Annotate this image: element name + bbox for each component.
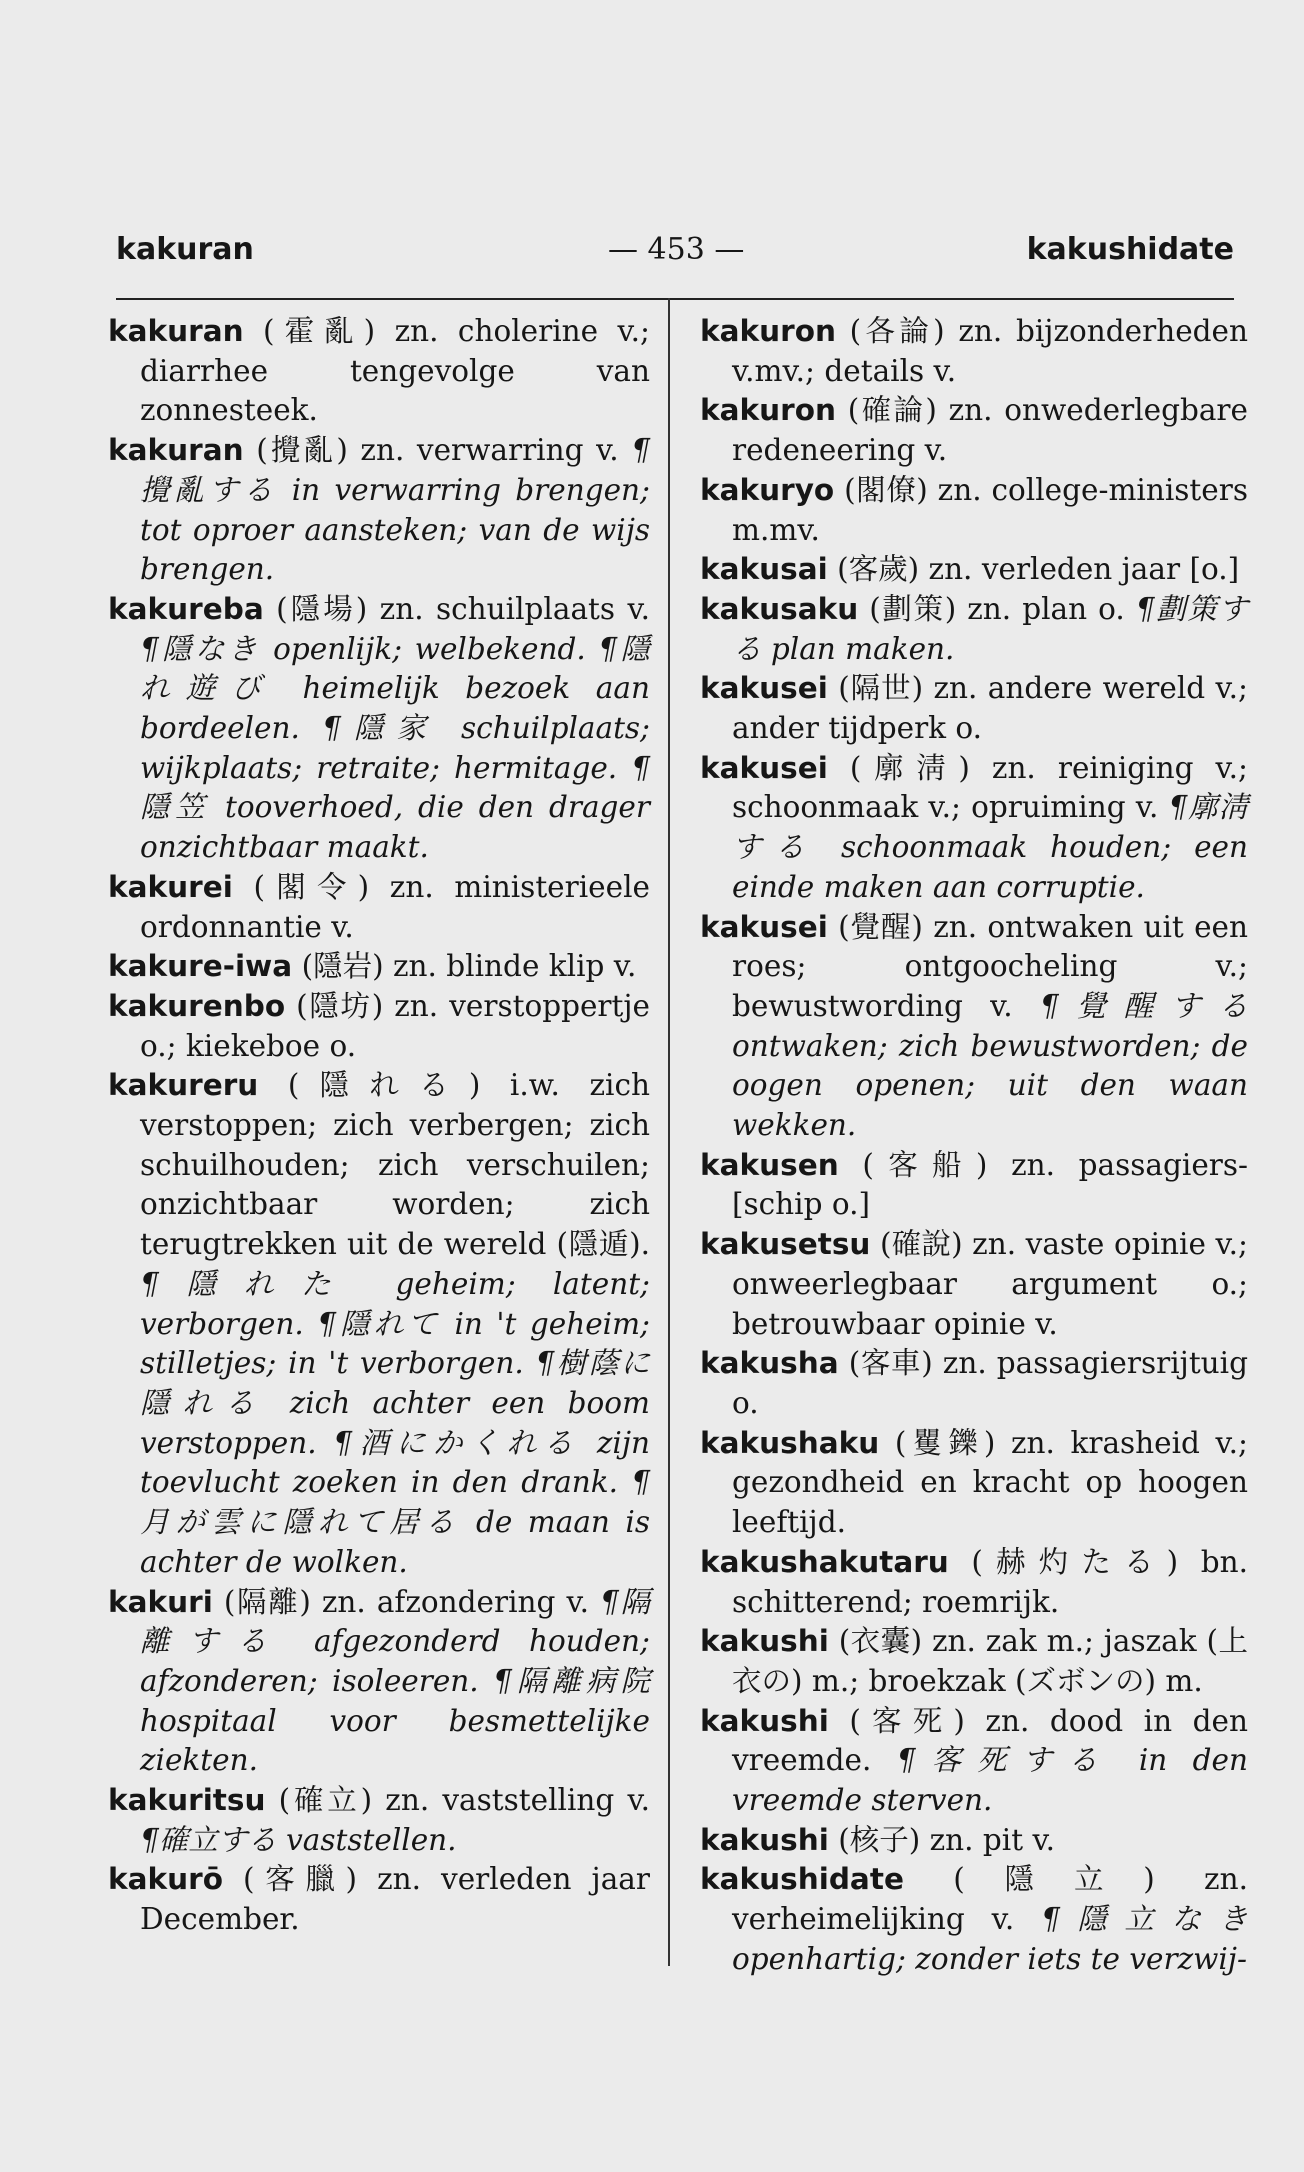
definition: (確論) zn. onwederlegbare redeneering v. — [732, 393, 1248, 468]
definition: (衣囊) zn. zak m.; jaszak (上衣の) m.; broekzak (ズボンの) m. — [732, 1624, 1248, 1698]
headword: kakuran — [108, 433, 244, 468]
example: ¶確立する vaststellen. — [140, 1822, 457, 1857]
dictionary-entry — [700, 1146, 1248, 1225]
example: ¶覺醒する ontwaken; zich bewustworden; de oogen openen; uit den waan wekken. — [732, 988, 1248, 1143]
headword: kakusetsu — [700, 1227, 871, 1262]
dictionary-entry — [700, 908, 1248, 1146]
definition: (赫灼たる) bn. schitterend; roemrijk. — [732, 1544, 1248, 1619]
definition: (隱岩) zn. blinde klip v. — [301, 949, 637, 984]
dictionary-entry — [700, 1225, 1248, 1344]
example: ¶攪亂する in verwarring brengen; tot oproer aansteken; van de wijs brengen. — [140, 433, 650, 587]
definition: (客車) zn. passagiersrijtuig o. — [732, 1346, 1248, 1420]
headword: kakusei — [700, 909, 828, 944]
headword: kakuron — [700, 393, 836, 428]
definition: (確立) zn. vaststelling v. — [278, 1783, 650, 1818]
headword: kakushi — [700, 1624, 829, 1659]
headword: kakushaku — [700, 1425, 880, 1460]
headword: kakuron — [700, 314, 836, 348]
definition: (霍亂) zn. cholerine v.; diarrhee tengevolge van zonnesteek. — [140, 314, 650, 428]
dictionary-entry — [108, 947, 650, 987]
example: ¶隔離する afgezonderd houden; afzonderen; isoleeren. ¶隔離病院 hospitaal voor besmettelijke ziekten. — [140, 1584, 650, 1778]
definition: (閣令) zn. ministerieele ordonnantie v. — [140, 869, 650, 944]
headword: kakurenbo — [108, 988, 286, 1023]
dictionary-entry — [108, 312, 650, 431]
headword: kakusha — [700, 1346, 839, 1381]
definition: (隔世) zn. andere wereld v.; ander tijdperk o. — [732, 671, 1248, 746]
headword: kakusen — [700, 1147, 839, 1182]
headword: kakusaku — [700, 591, 859, 626]
headword: kakushi — [700, 1703, 829, 1738]
definition: (閣僚) zn. college-ministers m.mv. — [732, 472, 1248, 547]
example: ¶劃策する plan maken. — [732, 591, 1248, 666]
header-rule — [116, 298, 1234, 300]
definition: (隱れる) i.w. zich verstoppen; zich verbergen; zich schuilhouden; zich verschuilen; onzichtbaar worden; zich terugtrekken uit de wereld (隱遁). — [140, 1068, 650, 1262]
headword: kakushidate — [700, 1862, 904, 1897]
dictionary-entry — [700, 312, 1248, 391]
definition: (隱場) zn. schuilplaats v. — [276, 591, 650, 626]
running-head-left: kakuran — [116, 232, 254, 267]
dictionary-entry — [700, 1344, 1248, 1423]
example: ¶隱れた geheim; latent; verborgen. ¶隱れて in 't geheim; stilletjes; in 't verborgen. ¶樹蔭に隱れる zich achter een boom verstoppen. ¶酒にかくれる zijn toevlucht zoeken in den drank. ¶月が雲に隱れて居る de maan is achter de wolken. — [140, 1266, 650, 1579]
dictionary-entry — [108, 1066, 650, 1582]
example: ¶廓淸する schoonmaak houden; een einde maken aan corruptie. — [732, 790, 1248, 904]
definition: (矍鑠) zn. krasheid v.; gezondheid en kracht op hoogen leeftijd. — [732, 1425, 1248, 1540]
right-column — [700, 312, 1248, 1980]
dictionary-entry — [700, 1424, 1248, 1543]
dictionary-entry — [700, 1543, 1248, 1622]
headword: kakureru — [108, 1068, 259, 1103]
definition: (劃策) zn. plan o. — [869, 591, 1125, 626]
definition: (客船) zn. passagiers- [schip o.] — [732, 1147, 1248, 1222]
headword: kakusei — [700, 750, 828, 785]
definition: (客臘) zn. verleden jaar December. — [140, 1862, 650, 1937]
headword: kakushakutaru — [700, 1544, 949, 1579]
running-head-right: kakushidate — [1026, 232, 1234, 267]
example: ¶隱なき openlijk; welbekend. ¶隱れ遊び heimelijk bezoek aan bordeelen. ¶隱家 schuilplaats; wijkplaats; retraite; hermitage. ¶隱笠 tooverhoed, die den drager onzichtbaar maakt. — [140, 631, 650, 865]
headword: kakushi — [700, 1822, 829, 1857]
headword: kakusai — [700, 552, 828, 587]
definition: (攪亂) zn. verwarring v. — [256, 433, 619, 468]
dictionary-entry — [108, 1860, 650, 1939]
definition: (客歲) zn. verleden jaar [o.] — [837, 552, 1240, 587]
dictionary-entry — [108, 1781, 650, 1860]
dictionary-entry — [700, 1821, 1248, 1861]
dictionary-entry — [700, 550, 1248, 590]
headword: kakure-iwa — [108, 949, 293, 984]
headword: kakurei — [108, 869, 233, 904]
dictionary-entry — [108, 868, 650, 947]
headword: kakuryo — [700, 472, 835, 507]
definition: (各論) zn. bijzonderheden v.mv.; details v. — [732, 314, 1248, 388]
definition: (覺醒) zn. ontwaken uit een roes; ontgoocheling v.; bewustwording v. — [732, 909, 1248, 1023]
dictionary-entry — [700, 391, 1248, 470]
example: ¶隱立なき openhartig; zonder iets te verzwij- — [732, 1902, 1248, 1976]
definition: (確說) zn. vaste opinie v.; onweerlegbaar argument o.; betrouwbaar opinie v. — [732, 1227, 1248, 1341]
definition: (廓淸) zn. reiniging v.; schoonmaak v.; opruiming v. — [732, 750, 1248, 825]
dictionary-entry — [700, 471, 1248, 550]
dictionary-entry — [108, 987, 650, 1066]
dictionary-entry — [700, 749, 1248, 908]
headword: kakusei — [700, 671, 828, 706]
definition: (客死) zn. dood in den vreemde. — [732, 1703, 1248, 1778]
example: ¶客死する in den vreemde sterven. — [732, 1743, 1248, 1818]
page-number: — 453 — — [608, 232, 745, 267]
definition: (隔離) zn. afzondering v. — [223, 1584, 589, 1619]
dictionary-entry — [700, 1702, 1248, 1821]
definition: (隱立) zn. verheimelijking v. — [732, 1862, 1248, 1937]
headword: kakuritsu — [108, 1783, 266, 1818]
headword: kakuran — [108, 314, 244, 348]
dictionary-entry — [700, 590, 1248, 669]
definition: (隱坊) zn. verstoppertje o.; kiekeboe o. — [140, 988, 650, 1063]
dictionary-entry — [700, 669, 1248, 748]
dictionary-entry — [108, 431, 650, 590]
headword: kakureba — [108, 591, 264, 626]
dictionary-entry — [108, 1583, 650, 1782]
dictionary-entry — [108, 590, 650, 868]
headword: kakuri — [108, 1584, 213, 1619]
column-divider — [668, 298, 670, 1966]
left-column — [108, 312, 650, 1940]
definition: (核子) zn. pit v. — [838, 1822, 1056, 1857]
dictionary-entry — [700, 1860, 1248, 1979]
dictionary-entry — [700, 1622, 1248, 1701]
headword: kakurō — [108, 1862, 223, 1897]
